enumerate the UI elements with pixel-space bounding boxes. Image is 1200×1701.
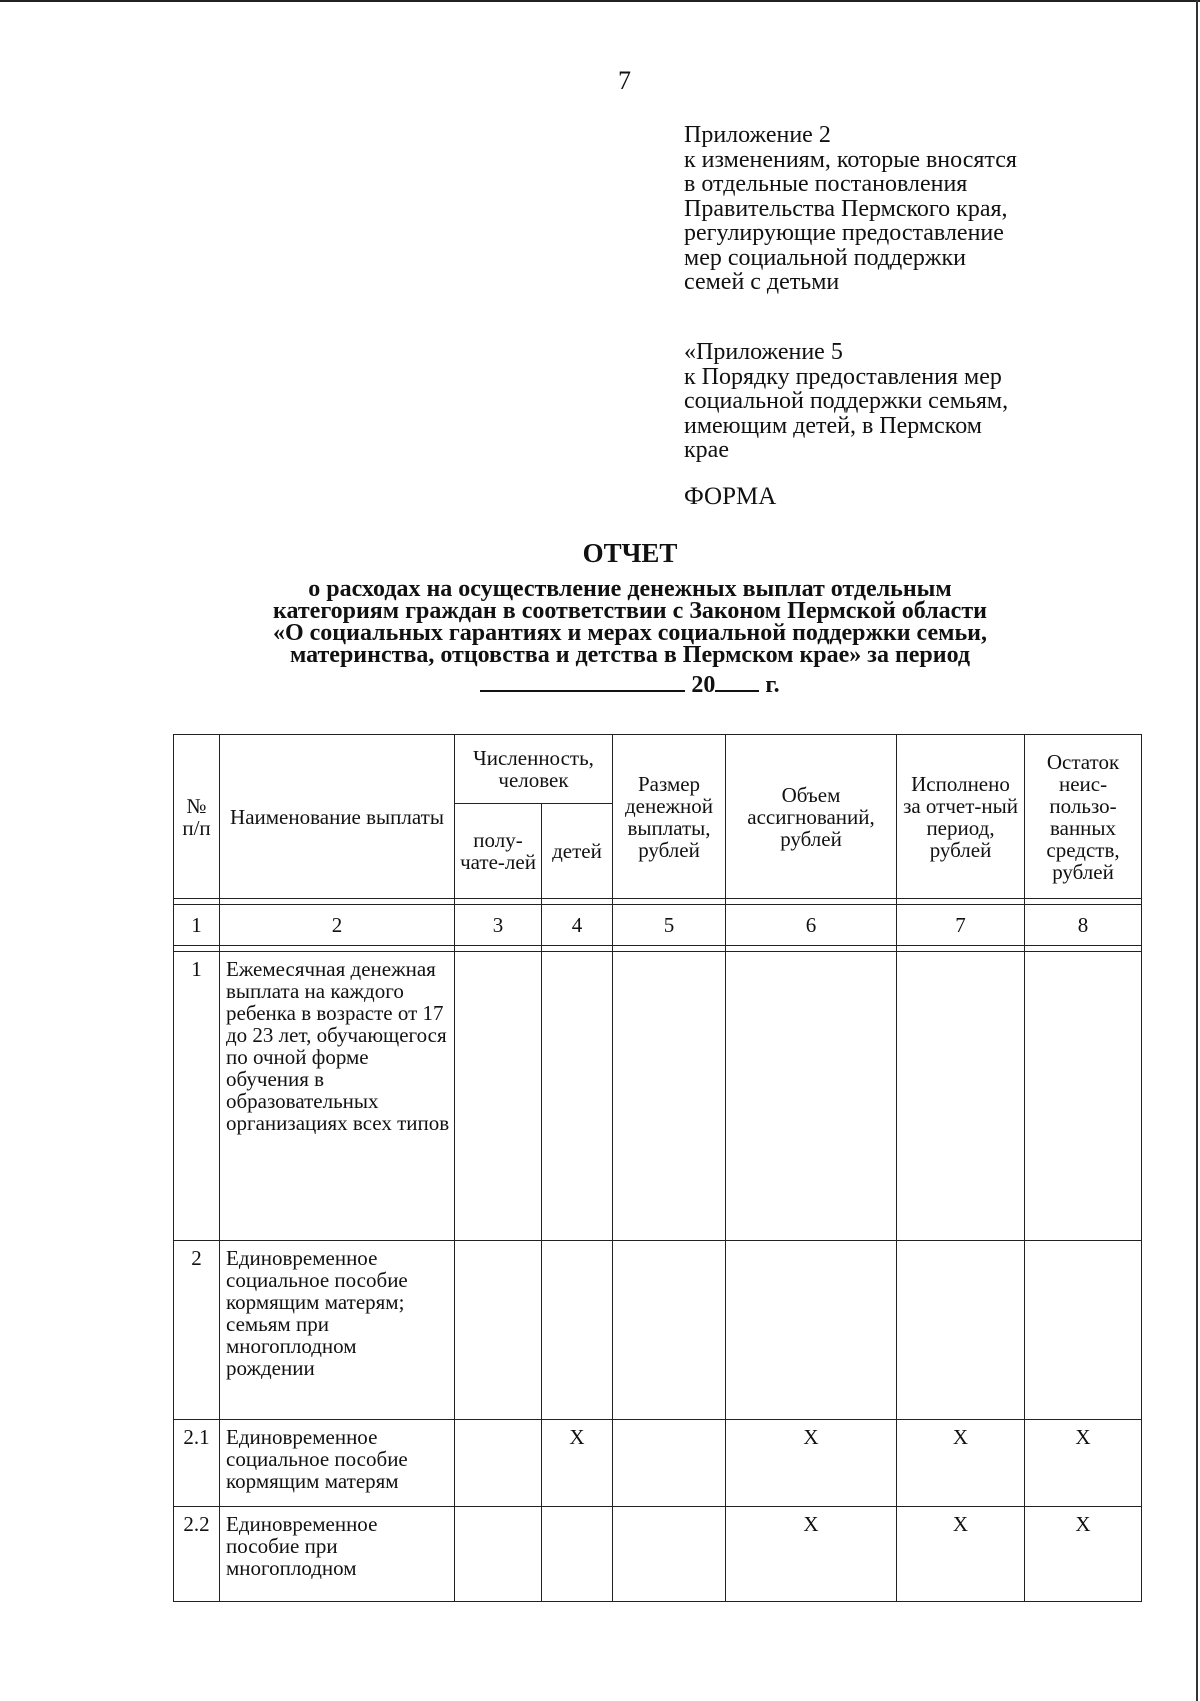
cell-size[interactable] (613, 1507, 726, 1602)
table-row (174, 952, 1142, 1241)
row-num: 2.2 (174, 1507, 220, 1602)
appendix-2-line: к изменениям, которые вносятся (684, 146, 1017, 173)
table-row (174, 1420, 1142, 1507)
column-number: 8 (1025, 905, 1142, 946)
column-number: 4 (542, 905, 613, 946)
report-subtitle (150, 578, 1110, 696)
column-number: 2 (220, 905, 455, 946)
appendix-2-block (684, 123, 1017, 295)
column-number: 6 (726, 905, 897, 946)
page-edge-right (1196, 0, 1198, 1701)
page-number: 7 (618, 66, 631, 95)
row-name: Ежемесячная денежная выплата на каждого ребенка в возрасте от 17 до 23 лет, обучающегося по очной форме обучения в образовательных организациях всех типов (220, 952, 455, 1241)
period-blank[interactable] (480, 666, 685, 692)
table-row (174, 1507, 1142, 1602)
cell-remainder: X (1025, 1507, 1142, 1602)
cell-executed[interactable] (897, 952, 1025, 1241)
report-title: ОТЧЕТ (582, 538, 678, 568)
appendix-5-line: социальной поддержки семьям, (684, 388, 1009, 414)
cell-size[interactable] (613, 952, 726, 1241)
cell-remainder[interactable] (1025, 1241, 1142, 1420)
row-num: 2 (174, 1241, 220, 1420)
cell-recipients[interactable] (455, 1241, 542, 1420)
column-number-row (174, 905, 1142, 946)
cell-recipients[interactable] (455, 1420, 542, 1507)
header-count: Численность, человек (455, 735, 613, 804)
cell-size[interactable] (613, 1420, 726, 1507)
year-suffix: г. (765, 672, 780, 698)
appendix-5-line: имеющим детей, в Пермском (684, 412, 982, 439)
header-remainder: Остаток неис-пользо-ванных средств, рублей (1025, 735, 1142, 899)
column-number: 5 (613, 905, 726, 946)
cell-remainder[interactable] (1025, 952, 1142, 1241)
row-name: Единовременное социальное пособие кормящим матерям; семьям при многоплодном рождении (220, 1241, 455, 1420)
form-label: ФОРМА (684, 483, 777, 510)
report-period-line (150, 666, 1110, 696)
appendix-2-line: Приложение 2 (684, 122, 831, 148)
cell-executed[interactable] (897, 1241, 1025, 1420)
header-children: детей (542, 804, 613, 899)
header-row (174, 735, 1142, 804)
cell-children[interactable] (542, 1241, 613, 1420)
report-table (173, 734, 1142, 1602)
cell-allocations[interactable] (726, 952, 897, 1241)
report-subtitle-line: о расходах на осуществление денежных выплат отдельным (308, 576, 952, 602)
row-num: 2.1 (174, 1420, 220, 1507)
appendix-2-line: мер социальной поддержки (684, 244, 966, 271)
cell-executed: X (897, 1420, 1025, 1507)
appendix-5-line: крае (684, 437, 729, 463)
table-row (174, 1241, 1142, 1420)
header-num: № п/п (174, 735, 220, 899)
appendix-5-line: к Порядку предоставления мер (684, 363, 1002, 390)
year-blank[interactable] (715, 666, 759, 692)
header-allocations: Объем ассигнований, рублей (726, 735, 897, 899)
row-name: Единовременное пособие при многоплодном (220, 1507, 455, 1602)
year-prefix: 20 (691, 672, 716, 698)
cell-allocations[interactable] (726, 1241, 897, 1420)
column-number: 7 (897, 905, 1025, 946)
header-name: Наименование выплаты (220, 735, 455, 899)
page-edge-top (0, 0, 1200, 2)
cell-recipients[interactable] (455, 1507, 542, 1602)
appendix-2-line: семей с детьми (684, 269, 840, 295)
appendix-2-line: Правительства Пермского края, (684, 195, 1008, 222)
report-subtitle-line: категориям граждан в соответствии с Законом Пермской области (273, 598, 987, 624)
cell-remainder: X (1025, 1420, 1142, 1507)
cell-recipients[interactable] (455, 952, 542, 1241)
header-executed: Исполнено за отчет-ный период, рублей (897, 735, 1025, 899)
report-subtitle-line: «О социальных гарантиях и мерах социальной поддержки семьи, (272, 620, 988, 646)
cell-executed: X (897, 1507, 1025, 1602)
column-number: 1 (174, 905, 220, 946)
cell-children[interactable] (542, 1507, 613, 1602)
cell-size[interactable] (613, 1241, 726, 1420)
cell-children[interactable] (542, 952, 613, 1241)
cell-children: X (542, 1420, 613, 1507)
report-subtitle-line: материнства, отцовства и детства в Пермском крае» за период (289, 642, 971, 668)
row-name: Единовременное социальное пособие кормящим матерям (220, 1420, 455, 1507)
appendix-5-line: «Приложение 5 (684, 339, 843, 365)
appendix-2-line: регулирующие предоставление (684, 220, 1004, 246)
header-recipients: полу-чате-лей (455, 804, 542, 899)
cell-allocations: X (726, 1420, 897, 1507)
column-number: 3 (455, 905, 542, 946)
row-num: 1 (174, 952, 220, 1241)
appendix-2-line: в отдельные постановления (684, 171, 968, 197)
appendix-5-block (684, 340, 1008, 463)
header-size: Размер денежной выплаты, рублей (613, 735, 726, 899)
cell-allocations: X (726, 1507, 897, 1602)
